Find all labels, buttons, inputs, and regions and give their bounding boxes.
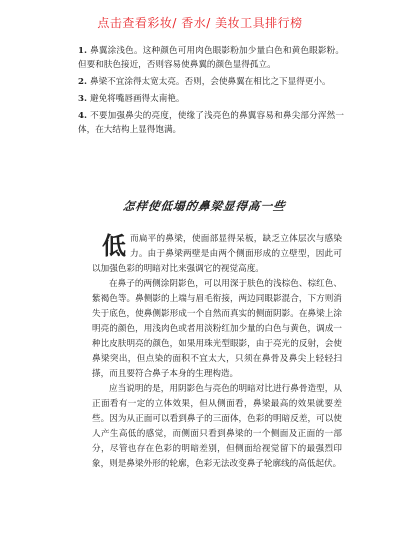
article-body [92, 232, 342, 472]
tip-text: 鼻翼涂浅色。这种颜色可用肉色眼影粉加少量白色和黄色眼影粉。但要和肤色接近，否则容易使鼻翼的颜色显得孤立。 [78, 46, 344, 70]
tip-text: 避免将嘴唇画得太南艳。 [89, 94, 185, 104]
section-heading: 怎样使低塌的鼻梁显得高一些 [122, 199, 287, 213]
tip-text: 鼻梁不宜涂得太宽太亮。否则，会使鼻翼在相比之下显得更小。 [89, 77, 331, 87]
tip-number: 4. [78, 111, 87, 121]
tip-number: 1. [78, 46, 87, 56]
tip-number: 3. [78, 94, 87, 104]
tip-text: 不要加强鼻尖的亮度，使缘了浅亮色的鼻翼容易和鼻尖部分浑然一体，在大结构上显得饱满。 [78, 111, 344, 135]
drop-cap: 低 [102, 232, 126, 260]
tip-item [78, 44, 344, 72]
paragraph [92, 232, 342, 277]
tips-list [78, 44, 344, 140]
tip-number: 2. [78, 77, 87, 87]
tip-item [78, 92, 344, 106]
paragraph-text: 而扁平的鼻梁，使面部显得呆板，缺乏立体层次与感染力。由于鼻梁两壁是由两个侧面形成的立壁型，因此可以加强色彩的明暗对比来强调它的视觉高度。 [92, 234, 342, 274]
paragraph: 应当说明的是，用阴影色与亮色的明暗对比进行鼻骨造型，从正面看有一定的立体效果，但从侧面看，鼻梁最高的效果就要差些。因为从正面可以看到鼻子的三面体，色彩的明暗反差，可以使人产生高低的感觉，而侧面只看到鼻梁的一个侧面及正面的一部分，尽管也存在色彩的明暗差别，但侧面给视觉留下的最强烈印象，则是鼻梁外形的轮廓，色彩无法改变鼻子轮廓线的高低起伏。 [92, 384, 342, 469]
ranking-link[interactable]: 点击查看彩妆/ 香水/ 美妆工具排行榜 [97, 16, 303, 30]
tip-item [78, 109, 344, 137]
paragraph: 在鼻子的两侧涂阴影色，可以用深于肤色的浅棕色、棕红色、紫褐色等。鼻侧影的上端与眉毛衔接，两边同眼影混合，下方则消失于底色，使鼻侧影形成一个自然而真实的侧面阴影。在鼻梁上涂明亮的颜色，用浅肉色或者用淡粉红加少量的白色与黄色，调成一种比皮肤明亮的颜色，如果用珠光型眼影，由于亮光的反射，会使鼻梁突出，但点染的面积不宜太大，只须在鼻骨及鼻尖上轻轻扫搽，而且要符合鼻子本身的生理构造。 [92, 279, 342, 379]
tip-item [78, 75, 344, 89]
